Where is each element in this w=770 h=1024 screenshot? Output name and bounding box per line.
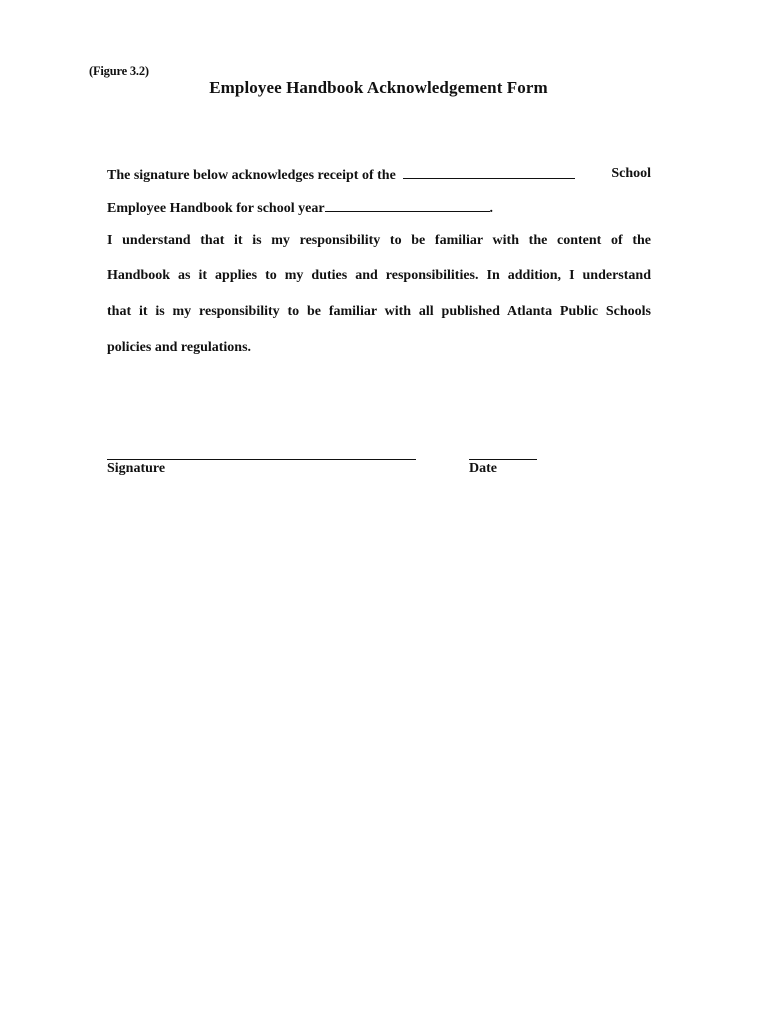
figure-label: (Figure 3.2): [89, 64, 149, 78]
receipt-prefix: The signature below acknowledges receipt of the: [107, 168, 396, 183]
date-line[interactable]: [469, 459, 537, 460]
paragraph-line-3: I understand that it is my responsibility to be familiar with the content of the: [107, 233, 651, 248]
school-year-blank[interactable]: [325, 199, 490, 212]
school-year-suffix: .: [489, 201, 494, 216]
school-word: School: [611, 166, 651, 181]
paragraph-line-1: [107, 166, 651, 184]
school-year-prefix: Employee Handbook for school year: [107, 201, 325, 216]
paragraph-line-6: policies and regulations.: [107, 340, 252, 355]
school-name-blank[interactable]: [403, 166, 575, 179]
signature-line[interactable]: [107, 459, 416, 460]
paragraph-line-2: [107, 199, 651, 217]
receipt-text: [107, 166, 575, 184]
paragraph-line-4: Handbook as it applies to my duties and responsibilities. In addition, I understand: [107, 268, 651, 283]
date-label: Date: [469, 461, 497, 476]
paragraph-line-5: that it is my responsibility to be familiar with all published Atlanta Public Schools: [107, 304, 651, 319]
signature-label: Signature: [107, 461, 166, 476]
form-title: Employee Handbook Acknowledgement Form: [209, 78, 548, 97]
